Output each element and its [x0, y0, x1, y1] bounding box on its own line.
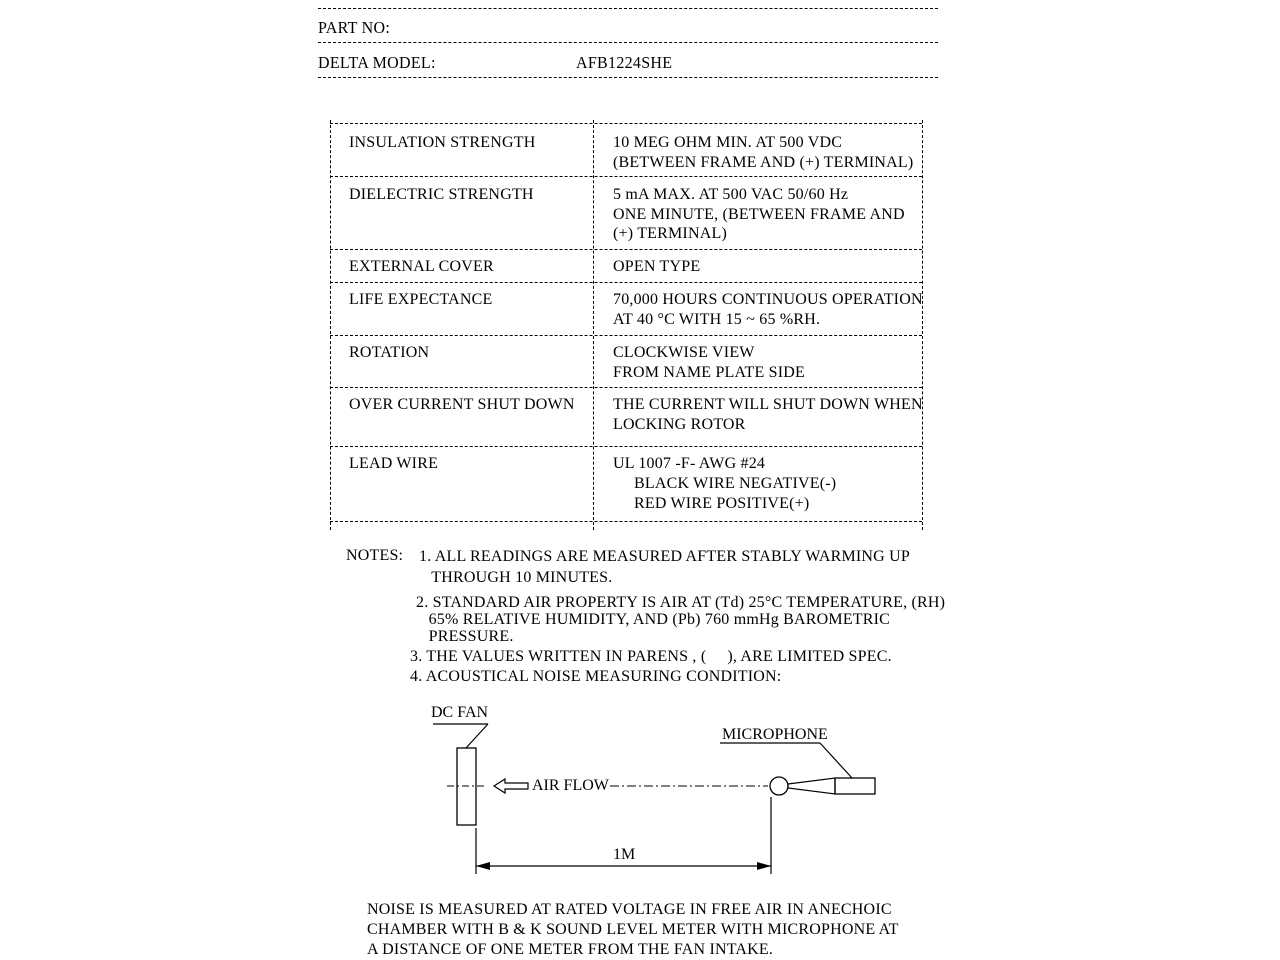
delta-model-value: AFB1224SHE	[576, 54, 673, 73]
noise-measurement-paragraph: NOISE IS MEASURED AT RATED VOLTAGE IN FREE AIR IN ANECHOIC CHAMBER WITH B & K SOUND LEVEL METER WITH MICROPHONE AT A DISTANCE OF ONE METER FROM THE FAN INTAKE.	[367, 901, 899, 958]
spec-value: UL 1007 -F- AWG #24 BLACK WIRE NEGATIVE(-) RED WIRE POSITIVE(+)	[613, 455, 837, 512]
distance-label: 1M	[613, 846, 636, 863]
part-no-label: PART NO:	[318, 19, 391, 38]
spec-name: ROTATION	[349, 344, 430, 361]
air-flow-label: AIR FLOW	[532, 777, 609, 794]
fan-leader-line	[466, 724, 488, 748]
note-item: 1. ALL READINGS ARE MEASURED AFTER STABLY WARMING UP THROUGH 10 MINUTES.	[419, 548, 910, 586]
microphone-body	[788, 778, 835, 794]
microphone-icon	[770, 777, 788, 795]
air-flow-arrow-icon	[494, 779, 528, 793]
spec-name: EXTERNAL COVER	[349, 258, 494, 275]
microphone-leader-line	[820, 743, 852, 778]
spec-name: LIFE EXPECTANCE	[349, 291, 493, 308]
spec-value: OPEN TYPE	[613, 258, 701, 275]
spec-value: 70,000 HOURS CONTINUOUS OPERATION AT 40 °C WITH 15 ~ 65 %RH.	[613, 291, 923, 328]
dimension-arrow-icon	[757, 862, 771, 870]
spec-name: DIELECTRIC STRENGTH	[349, 186, 534, 203]
notes-label: NOTES:	[346, 547, 404, 564]
microphone-label: MICROPHONE	[722, 726, 828, 743]
dimension-arrow-icon	[476, 862, 490, 870]
spec-name: OVER CURRENT SHUT DOWN	[349, 396, 575, 413]
note-item: 2. STANDARD AIR PROPERTY IS AIR AT (Td) 25°C TEMPERATURE, (RH) 65% RELATIVE HUMIDITY, AND (Pb) 760 mmHg BAROMETRIC PRESSURE.	[416, 594, 946, 645]
microphone-handle	[835, 778, 875, 794]
spec-value: CLOCKWISE VIEW FROM NAME PLATE SIDE	[613, 344, 806, 381]
note-item: 3. THE VALUES WRITTEN IN PARENS , ( ), ARE LIMITED SPEC.	[410, 648, 892, 665]
spec-name: INSULATION STRENGTH	[349, 134, 536, 151]
delta-model-label: DELTA MODEL:	[318, 54, 436, 73]
spec-name: LEAD WIRE	[349, 455, 439, 472]
spec-value: 5 mA MAX. AT 500 VAC 50/60 Hz ONE MINUTE, (BETWEEN FRAME AND (+) TERMINAL)	[613, 186, 905, 242]
spec-value: THE CURRENT WILL SHUT DOWN WHEN LOCKING ROTOR	[613, 396, 923, 433]
note-item: 4. ACOUSTICAL NOISE MEASURING CONDITION:	[410, 668, 782, 685]
spec-value: 10 MEG OHM MIN. AT 500 VDC (BETWEEN FRAME AND (+) TERMINAL)	[613, 134, 914, 171]
dc-fan-label: DC FAN	[431, 704, 489, 721]
